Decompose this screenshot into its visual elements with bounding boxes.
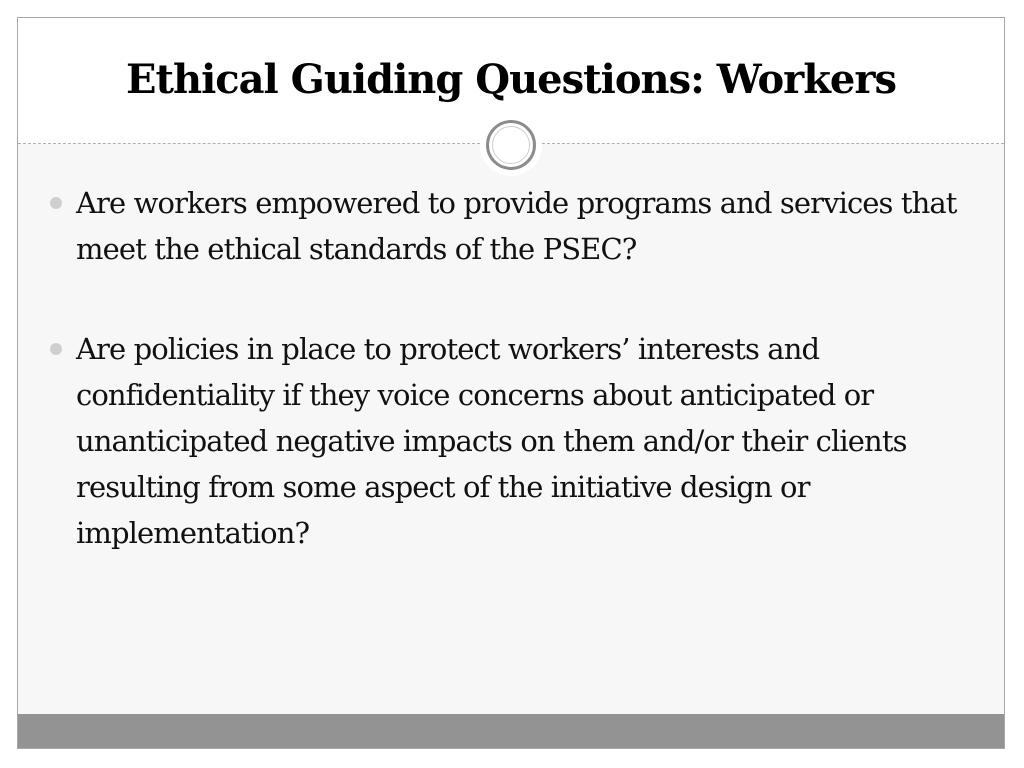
bullet-list — [48, 180, 978, 556]
bullet-text: Are policies in place to protect workers’ interests and confidentiality if they voice concerns about anticipated or unanticipated negative impacts on them and/or their clients resulting from some aspect of the initiative design or implementation? — [76, 332, 907, 550]
slide-title: Ethical Guiding Questions: Workers — [126, 56, 896, 103]
ring-shape — [486, 120, 536, 170]
bullet-dot-icon — [50, 343, 62, 355]
bullet-item — [48, 180, 978, 272]
bullet-item — [48, 326, 978, 556]
slide — [17, 17, 1005, 749]
bullet-text: Are workers empowered to provide programs and services that meet the ethical standards of the PSEC? — [76, 186, 957, 266]
slide-content — [48, 180, 978, 610]
footer-bar — [18, 714, 1004, 748]
bullet-dot-icon — [50, 197, 62, 209]
circle-ring-icon — [480, 114, 542, 176]
